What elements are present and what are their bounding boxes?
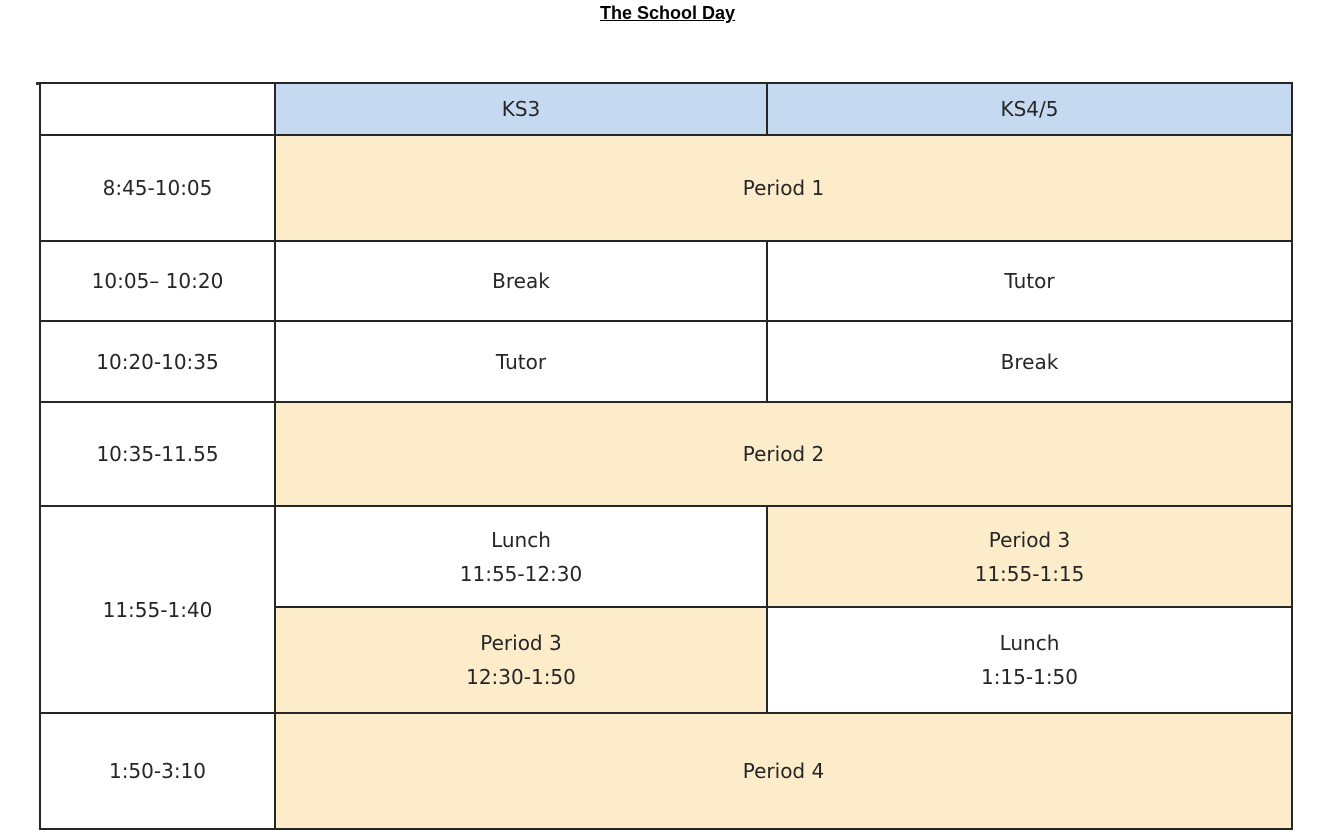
time-cell: 1:50-3:10 (40, 713, 275, 829)
cell-label: Period 3 (480, 631, 562, 655)
table-row (40, 241, 1292, 321)
time-cell: 10:05– 10:20 (40, 241, 275, 321)
header-row (40, 83, 1292, 135)
cell-label: Lunch (999, 631, 1060, 655)
school-day-table (39, 82, 1293, 830)
cell-time: 11:55-12:30 (459, 561, 583, 586)
page-title: The School Day (599, 3, 736, 23)
ks3-tutor-cell: Tutor (275, 321, 767, 402)
ks45-period-3-cell (767, 506, 1292, 607)
period-4-cell: Period 4 (275, 713, 1292, 829)
cell-label: Lunch (491, 527, 551, 552)
ks3-break-cell: Break (275, 241, 767, 321)
cell-label: Period 3 (988, 527, 1071, 552)
time-cell: 11:55-1:40 (40, 506, 275, 713)
table-row (40, 713, 1292, 829)
cell-time: 11:55-1:15 (974, 561, 1085, 586)
header-blank-cell (40, 83, 275, 135)
table-row (40, 135, 1292, 241)
ks45-break-cell: Break (767, 321, 1292, 402)
cell-time: 1:15-1:50 (980, 665, 1079, 689)
ks3-lunch-cell (275, 506, 767, 607)
table-row (40, 506, 1292, 607)
header-ks45: KS4/5 (767, 83, 1292, 135)
time-cell: 8:45-10:05 (40, 135, 275, 241)
table-row (40, 321, 1292, 402)
period-1-cell: Period 1 (275, 135, 1292, 241)
table-row (40, 402, 1292, 506)
ks45-lunch-cell (767, 607, 1292, 713)
ks3-period-3-cell (275, 607, 767, 713)
cell-time: 12:30-1:50 (466, 665, 576, 689)
header-ks3: KS3 (275, 83, 767, 135)
period-2-cell: Period 2 (275, 402, 1292, 506)
ks45-tutor-cell: Tutor (767, 241, 1292, 321)
time-cell: 10:20-10:35 (40, 321, 275, 402)
time-cell: 10:35-11.55 (40, 402, 275, 506)
